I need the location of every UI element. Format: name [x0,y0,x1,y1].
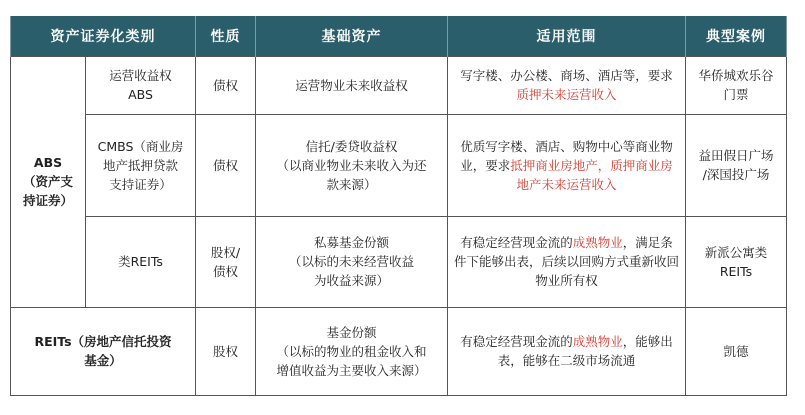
row-case: 新派公寓类 REITs [686,217,787,307]
reits-label: REITs（房地产信托投资 基金） [11,307,196,395]
scope-text: 写字楼、办公楼、商场、酒店等，要求 [460,68,673,84]
table-row [11,114,787,217]
header-asset: 基础资产 [256,16,448,57]
row-asset: 运营物业未来收益权 [256,57,448,115]
scope-highlight: 质押未来运营收入 [516,87,617,103]
table-row [11,217,787,307]
scope-highlight: 成熟物业 [572,235,623,251]
table-row [11,307,787,395]
row-scope [448,57,686,115]
row-nature: 债权 [196,57,256,115]
row-case: 凯德 [686,307,787,395]
row-subtype: CMBS（商业房 地产抵押贷款 支持证券） [86,114,196,217]
header-scope: 适用范围 [448,16,686,57]
securitization-table [10,16,787,396]
row-asset: 基金份额 （以标的物业的租金收入和 增值收益为主要收入来源） [256,307,448,395]
scope-text: 有稳定经营现金流的 [460,235,573,251]
header-category: 资产证券化类别 [11,16,196,57]
row-subtype: 类REITs [86,217,196,307]
row-asset: 信托/委贷收益权 （以商业物业未来收入为还 款来源） [256,114,448,217]
row-asset: 私募基金份额 （以标的未来经营收益 为收益来源） [256,217,448,307]
row-scope [448,114,686,217]
row-scope [448,217,686,307]
scope-text: 有稳定经营现金流的 [460,334,573,350]
row-case: 益田假日广场 /深国投广场 [686,114,787,217]
table-row [11,57,787,115]
scope-text-tail: ，能够出表，能够在二级市场流通 [497,334,673,369]
scope-highlight: 成熟物业 [572,334,623,350]
abs-group-label: ABS （资产支 持证券） [11,57,86,308]
scope-text: 优质写字楼、酒店、购物中心等商业物业，要求 [460,138,673,173]
row-nature: 股权 [196,307,256,395]
row-nature: 债权 [196,114,256,217]
scope-text-tail: ，满足条件下能够出表，后续以回购方式重新收回物业所有权 [454,235,680,289]
row-subtype: 运营收益权 ABS [86,57,196,115]
header-nature: 性质 [196,16,256,57]
row-nature: 股权/ 债权 [196,217,256,307]
scope-highlight: 抵押商业房地产，质押商业房地产未来运营收入 [510,157,673,192]
row-scope [448,307,686,395]
header-row [11,16,787,57]
header-case: 典型案例 [686,16,787,57]
row-case: 华侨城欢乐谷 门票 [686,57,787,115]
